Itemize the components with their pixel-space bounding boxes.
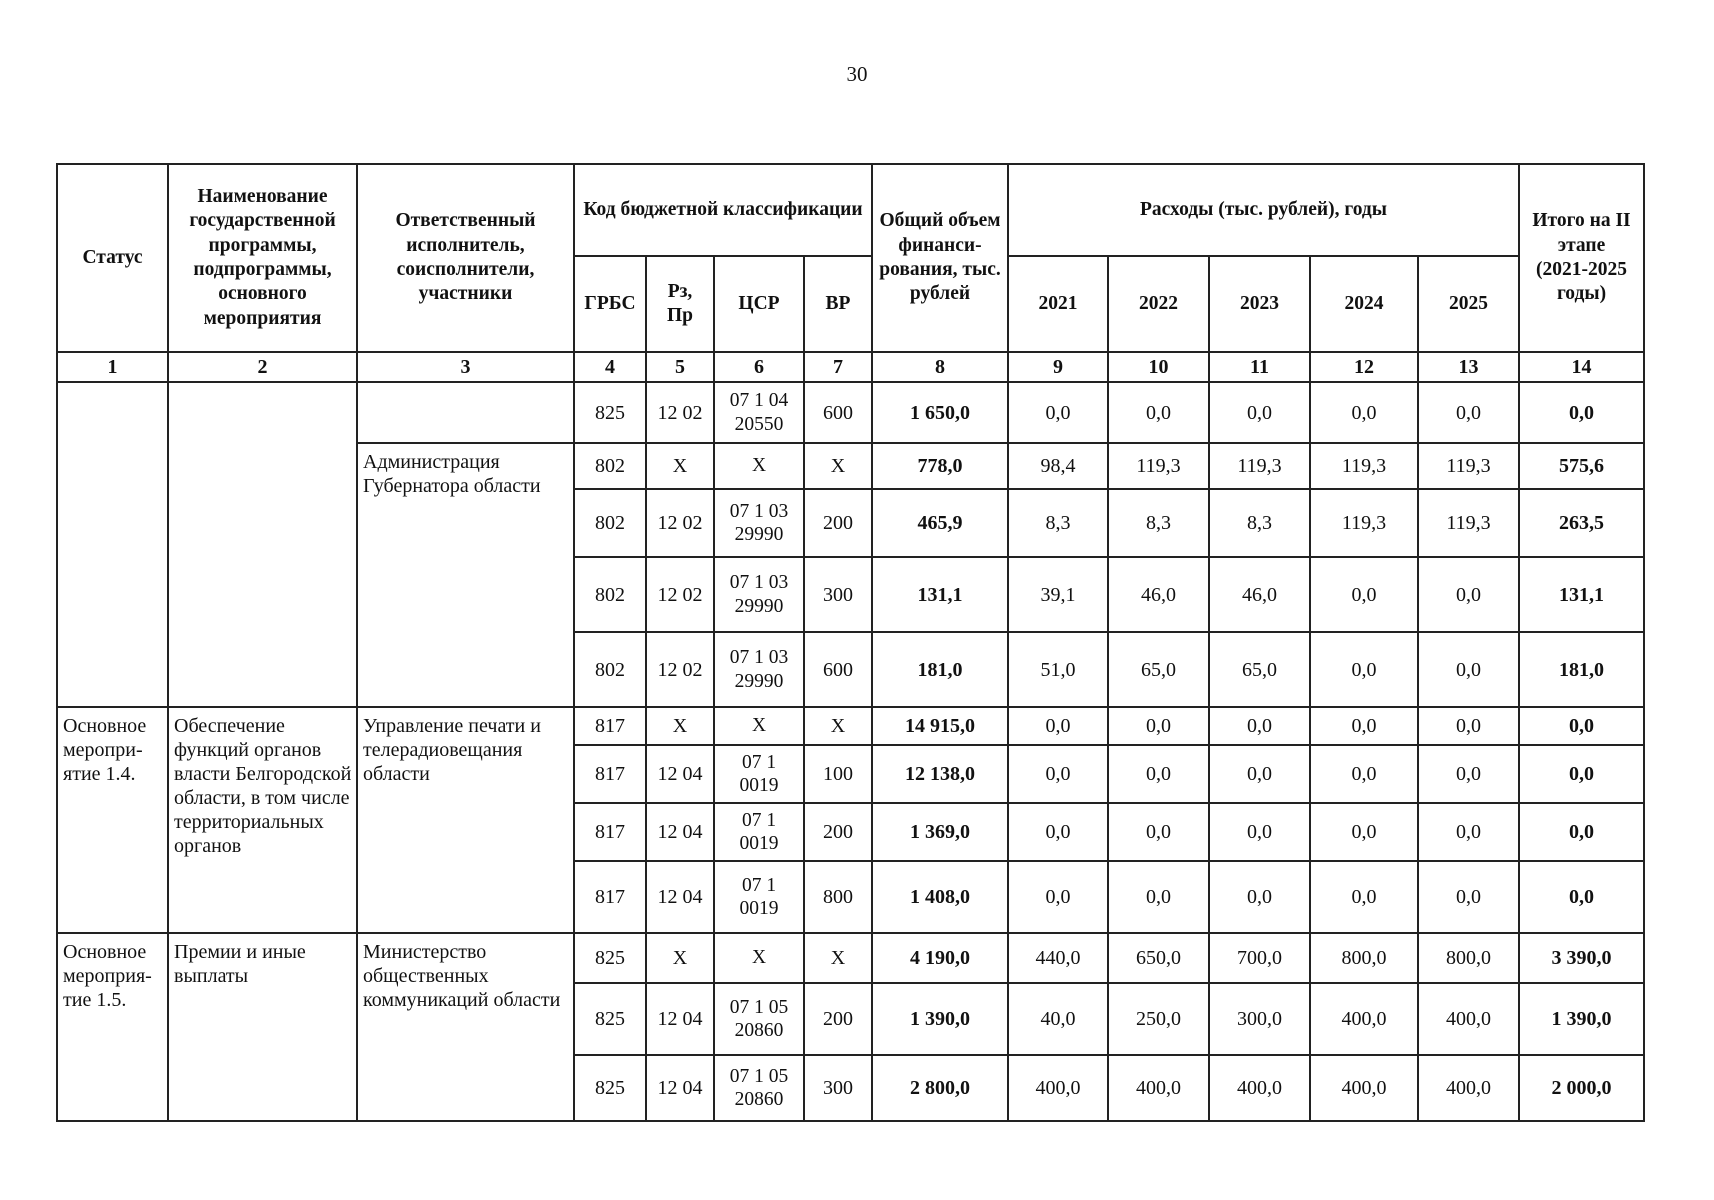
year-value-cell: 0,0 (1209, 382, 1310, 443)
year-value-cell: 0,0 (1310, 557, 1418, 632)
year-value-cell: 8,3 (1008, 489, 1108, 557)
year-value-cell: 0,0 (1418, 745, 1519, 803)
vr-cell: 300 (804, 557, 872, 632)
year-value-cell: 119,3 (1108, 443, 1209, 489)
year-value-cell: 0,0 (1310, 803, 1418, 861)
csr-code-part: 07 1 03 (729, 500, 789, 522)
year-value-cell: 400,0 (1209, 1055, 1310, 1121)
column-number-row (57, 352, 1644, 382)
header-budget-code: Код бюджетной классификации (574, 164, 872, 256)
total-volume-cell: 4 190,0 (872, 933, 1008, 983)
column-number: 7 (804, 352, 872, 382)
grbs-cell: 802 (574, 557, 646, 632)
year-value-cell: 119,3 (1209, 443, 1310, 489)
csr-cell (714, 745, 804, 803)
column-number: 10 (1108, 352, 1209, 382)
year-value-cell: 0,0 (1108, 745, 1209, 803)
header-year-2025: 2025 (1418, 256, 1519, 352)
total-volume-cell: 465,9 (872, 489, 1008, 557)
csr-code-part: 0019 (739, 833, 779, 854)
csr-code-part: 20860 (734, 1020, 784, 1041)
column-number: 1 (57, 352, 168, 382)
csr-code-part: Х (751, 947, 767, 969)
csr-code-part: Х (751, 715, 767, 737)
column-number: 11 (1209, 352, 1310, 382)
table-row (57, 707, 1644, 745)
header-rz: Рз, (667, 280, 693, 302)
column-number: 14 (1519, 352, 1644, 382)
year-value-cell: 0,0 (1209, 745, 1310, 803)
total-volume-cell: 1 408,0 (872, 861, 1008, 933)
column-number: 6 (714, 352, 804, 382)
header-vr: ВР (804, 256, 872, 352)
executor-cell: Министерство общественных коммуникаций области (357, 933, 574, 1121)
csr-code-part: 29990 (734, 524, 784, 545)
rz-pr-cell: Х (646, 707, 714, 745)
header-pr: Пр (666, 305, 693, 326)
status-cell (57, 382, 168, 707)
rz-pr-cell: 12 04 (646, 861, 714, 933)
grbs-cell: 817 (574, 861, 646, 933)
grbs-cell: 817 (574, 745, 646, 803)
year-value-cell: 650,0 (1108, 933, 1209, 983)
stage-total-cell: 0,0 (1519, 382, 1644, 443)
year-value-cell: 0,0 (1008, 861, 1108, 933)
header-name: Наименование государственной программы, подпрограммы, основного мероприятия (168, 164, 357, 352)
total-volume-cell: 181,0 (872, 632, 1008, 707)
total-volume-cell: 1 369,0 (872, 803, 1008, 861)
year-value-cell: 400,0 (1310, 983, 1418, 1055)
year-value-cell: 0,0 (1008, 707, 1108, 745)
header-year-2021: 2021 (1008, 256, 1108, 352)
year-value-cell: 0,0 (1418, 632, 1519, 707)
header-csr: ЦСР (714, 256, 804, 352)
csr-code-part: 07 1 (741, 874, 777, 896)
vr-cell: 200 (804, 803, 872, 861)
year-value-cell: 0,0 (1418, 382, 1519, 443)
year-value-cell: 0,0 (1310, 745, 1418, 803)
stage-total-cell: 181,0 (1519, 632, 1644, 707)
year-value-cell: 440,0 (1008, 933, 1108, 983)
year-value-cell: 400,0 (1108, 1055, 1209, 1121)
stage-total-cell: 263,5 (1519, 489, 1644, 557)
csr-cell (714, 489, 804, 557)
column-number: 12 (1310, 352, 1418, 382)
header-year-2022: 2022 (1108, 256, 1209, 352)
csr-code-part: Х (751, 455, 767, 477)
csr-code-part: 29990 (734, 595, 784, 617)
stage-total-cell: 0,0 (1519, 803, 1644, 861)
year-value-cell: 0,0 (1209, 861, 1310, 933)
table-header (57, 164, 1644, 382)
column-number: 13 (1418, 352, 1519, 382)
table-row (57, 382, 1644, 443)
stage-total-cell: 575,6 (1519, 443, 1644, 489)
year-value-cell: 8,3 (1108, 489, 1209, 557)
csr-code-part: 07 1 05 (729, 1065, 789, 1087)
vr-cell: 800 (804, 861, 872, 933)
vr-cell: 600 (804, 382, 872, 443)
year-value-cell: 119,3 (1310, 443, 1418, 489)
header-stage-total (1519, 164, 1644, 352)
csr-code-part: 20550 (734, 413, 784, 435)
vr-cell: 200 (804, 983, 872, 1055)
csr-code-part: 07 1 03 (729, 572, 789, 594)
year-value-cell: 300,0 (1209, 983, 1310, 1055)
year-value-cell: 250,0 (1108, 983, 1209, 1055)
vr-cell: Х (804, 707, 872, 745)
header-year-2024: 2024 (1310, 256, 1418, 352)
year-value-cell: 800,0 (1418, 933, 1519, 983)
csr-cell (714, 382, 804, 443)
vr-cell: 600 (804, 632, 872, 707)
program-name-cell: Премии и иные выплаты (168, 933, 357, 1121)
year-value-cell: 0,0 (1108, 382, 1209, 443)
year-value-cell: 0,0 (1310, 632, 1418, 707)
year-value-cell: 400,0 (1310, 1055, 1418, 1121)
rz-pr-cell: 12 02 (646, 489, 714, 557)
column-number: 3 (357, 352, 574, 382)
column-number: 8 (872, 352, 1008, 382)
grbs-cell: 802 (574, 489, 646, 557)
header-grbs: ГРБС (574, 256, 646, 352)
year-value-cell: 65,0 (1209, 632, 1310, 707)
year-value-cell: 40,0 (1008, 983, 1108, 1055)
year-value-cell: 0,0 (1108, 707, 1209, 745)
stage-total-cell: 1 390,0 (1519, 983, 1644, 1055)
total-volume-cell: 131,1 (872, 557, 1008, 632)
csr-cell (714, 803, 804, 861)
stage-total-cell: 3 390,0 (1519, 933, 1644, 983)
year-value-cell: 39,1 (1008, 557, 1108, 632)
header-expenses: Расходы (тыс. рублей), годы (1008, 164, 1519, 256)
year-value-cell: 0,0 (1418, 861, 1519, 933)
csr-cell (714, 933, 804, 983)
csr-code-part: 0019 (739, 775, 779, 796)
grbs-cell: 802 (574, 443, 646, 489)
year-value-cell: 0,0 (1209, 803, 1310, 861)
total-volume-cell: 2 800,0 (872, 1055, 1008, 1121)
header-year-2023: 2023 (1209, 256, 1310, 352)
header-total-volume: Общий объем финанси- рования, тыс. рублей (872, 164, 1008, 352)
csr-cell (714, 557, 804, 632)
rz-pr-cell: Х (646, 443, 714, 489)
rz-pr-cell: 12 04 (646, 983, 714, 1055)
rz-pr-cell: 12 02 (646, 632, 714, 707)
executor-cell (357, 382, 574, 443)
csr-cell (714, 1055, 804, 1121)
column-number: 9 (1008, 352, 1108, 382)
total-volume-cell: 14 915,0 (872, 707, 1008, 745)
csr-cell (714, 443, 804, 489)
year-value-cell: 0,0 (1008, 745, 1108, 803)
year-value-cell: 400,0 (1418, 983, 1519, 1055)
status-cell: Основное мероприя- тие 1.5. (57, 933, 168, 1121)
stage-total-cell: 131,1 (1519, 557, 1644, 632)
total-volume-cell: 12 138,0 (872, 745, 1008, 803)
header-rz-pr (646, 256, 714, 352)
year-value-cell: 0,0 (1108, 861, 1209, 933)
stage-total-cell: 0,0 (1519, 745, 1644, 803)
csr-code-part: 07 1 05 (729, 996, 789, 1018)
executor-cell: Администрация Губернатора области (357, 443, 574, 707)
year-value-cell: 119,3 (1418, 443, 1519, 489)
csr-cell (714, 861, 804, 933)
rz-pr-cell: 12 04 (646, 1055, 714, 1121)
rz-pr-cell: 12 02 (646, 382, 714, 443)
program-name-cell (168, 382, 357, 707)
vr-cell: 100 (804, 745, 872, 803)
column-number: 4 (574, 352, 646, 382)
csr-cell (714, 983, 804, 1055)
year-value-cell: 119,3 (1418, 489, 1519, 557)
table-row (57, 933, 1644, 983)
csr-code-part: 20860 (734, 1089, 784, 1110)
rz-pr-cell: 12 02 (646, 557, 714, 632)
csr-cell (714, 707, 804, 745)
year-value-cell: 0,0 (1008, 803, 1108, 861)
rz-pr-cell: 12 04 (646, 803, 714, 861)
year-value-cell: 8,3 (1209, 489, 1310, 557)
grbs-cell: 825 (574, 983, 646, 1055)
csr-code-part: 0019 (739, 898, 779, 919)
year-value-cell: 400,0 (1418, 1055, 1519, 1121)
year-value-cell: 0,0 (1418, 707, 1519, 745)
grbs-cell: 825 (574, 933, 646, 983)
vr-cell: 200 (804, 489, 872, 557)
stage-total-cell: 2 000,0 (1519, 1055, 1644, 1121)
status-cell: Основное меропри- ятие 1.4. (57, 707, 168, 933)
year-value-cell: 800,0 (1310, 933, 1418, 983)
csr-cell (714, 632, 804, 707)
csr-code-part: 07 1 (741, 751, 777, 773)
year-value-cell: 0,0 (1310, 382, 1418, 443)
vr-cell: 300 (804, 1055, 872, 1121)
rz-pr-cell: Х (646, 933, 714, 983)
page-number: 30 (846, 62, 868, 86)
csr-code-part: 07 1 (741, 809, 777, 831)
total-volume-cell: 1 390,0 (872, 983, 1008, 1055)
total-volume-cell: 778,0 (872, 443, 1008, 489)
year-value-cell: 0,0 (1310, 707, 1418, 745)
year-value-cell: 0,0 (1209, 707, 1310, 745)
table-body (57, 382, 1644, 1121)
grbs-cell: 817 (574, 707, 646, 745)
year-value-cell: 0,0 (1310, 861, 1418, 933)
year-value-cell: 0,0 (1108, 803, 1209, 861)
year-value-cell: 98,4 (1008, 443, 1108, 489)
grbs-cell: 825 (574, 382, 646, 443)
year-value-cell: 46,0 (1209, 557, 1310, 632)
csr-code-part: 07 1 03 (729, 647, 789, 669)
year-value-cell: 0,0 (1418, 803, 1519, 861)
total-volume-cell: 1 650,0 (872, 382, 1008, 443)
csr-code-part: 07 1 04 (729, 390, 789, 412)
year-value-cell: 700,0 (1209, 933, 1310, 983)
budget-table (56, 163, 1645, 1122)
year-value-cell: 0,0 (1008, 382, 1108, 443)
year-value-cell: 400,0 (1008, 1055, 1108, 1121)
grbs-cell: 802 (574, 632, 646, 707)
executor-cell: Управление печати и телерадиовещания области (357, 707, 574, 933)
stage-total-cell: 0,0 (1519, 861, 1644, 933)
year-value-cell: 0,0 (1418, 557, 1519, 632)
header-stage-total-line1: Итого на II этапе (1532, 210, 1631, 256)
year-value-cell: 51,0 (1008, 632, 1108, 707)
year-value-cell: 119,3 (1310, 489, 1418, 557)
grbs-cell: 825 (574, 1055, 646, 1121)
column-number: 2 (168, 352, 357, 382)
header-status: Статус (57, 164, 168, 352)
year-value-cell: 65,0 (1108, 632, 1209, 707)
stage-total-cell: 0,0 (1519, 707, 1644, 745)
vr-cell: Х (804, 443, 872, 489)
grbs-cell: 817 (574, 803, 646, 861)
year-value-cell: 46,0 (1108, 557, 1209, 632)
column-number: 5 (646, 352, 714, 382)
csr-code-part: 29990 (734, 670, 784, 692)
rz-pr-cell: 12 04 (646, 745, 714, 803)
program-name-cell: Обеспечение функций органов власти Белгородской области, в том числе территориальных органов (168, 707, 357, 933)
vr-cell: Х (804, 933, 872, 983)
header-executor: Ответственный исполнитель, соисполнители, участники (357, 164, 574, 352)
header-stage-total-line2: (2021-2025 годы) (1536, 259, 1628, 305)
